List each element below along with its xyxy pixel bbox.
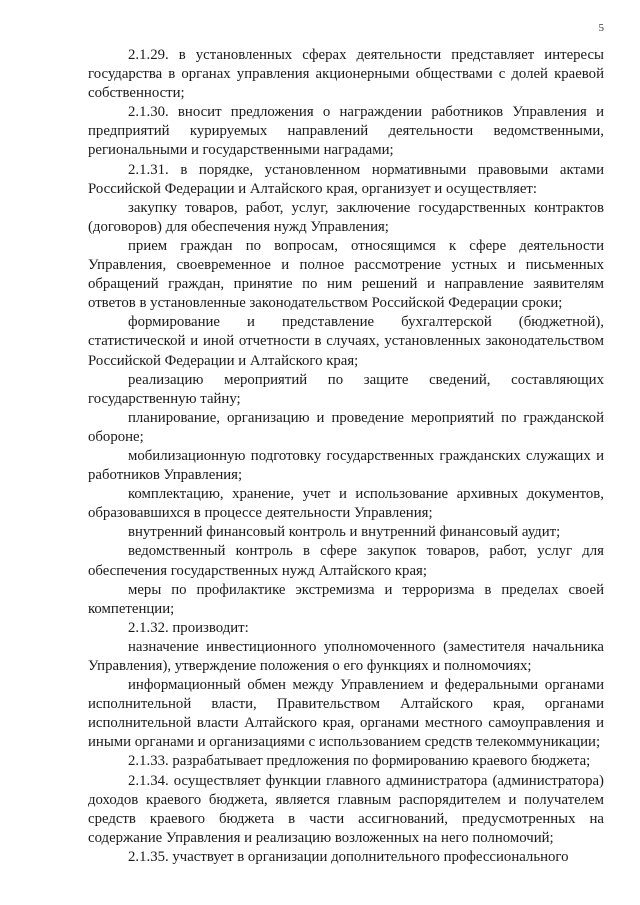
paragraph-2-1-29: 2.1.29. в установленных сферах деятельности представляет интересы государства в органах управления акционерными обществами с долей краевой собственности;: [88, 47, 604, 102]
paragraph-2-1-30: 2.1.30. вносит предложения о награждении работников Управления и предприятий курируемых направлений деятельности ведомственными, региональными и государственными наградами;: [88, 104, 604, 159]
list-item-extremism-prevention: меры по профилактике экстремизма и терроризма в пределах своей компетенции;: [88, 581, 604, 617]
list-item-archives: комплектацию, хранение, учет и использование архивных документов, образовавшихся в процессе деятельности Управления;: [88, 486, 604, 522]
document-body: [88, 46, 604, 867]
list-item-reporting: формирование и представление бухгалтерской (бюджетной), статистической и иной отчетности в случаях, установленных законодательством Российской Федерации и Алтайского края;: [88, 314, 604, 369]
list-item-procurement-control: ведомственный контроль в сфере закупок товаров, работ, услуг для обеспечения государственных нужд Алтайского края;: [88, 543, 604, 579]
paragraph-2-1-31: 2.1.31. в порядке, установленном нормативными правовыми актами Российской Федерации и Алтайского края, организует и осуществляет:: [88, 161, 604, 197]
list-item-citizen-reception: прием граждан по вопросам, относящимся к сфере деятельности Управления, своевременное и полное рассмотрение устных и письменных обращений граждан, принятие по ним решений и направление заявителям ответов в установленные законодательством Российской Федерации сроки;: [88, 237, 604, 312]
list-item-procurement: закупку товаров, работ, услуг, заключение государственных контрактов (договоров) для обеспечения нужд Управления;: [88, 199, 604, 235]
list-item-state-secret-protection: реализацию мероприятий по защите сведений, составляющих государственную тайну;: [88, 371, 604, 407]
page-number: 5: [598, 22, 604, 34]
list-item-information-exchange: информационный обмен между Управлением и федеральными органами исполнительной власти, Правительством Алтайского края, органами исполнительной власти Алтайского края, органами местного самоуправления и иными органами и организациями с использованием средств телекоммуникации;: [88, 677, 604, 751]
paragraph-2-1-32: 2.1.32. производит:: [128, 619, 249, 636]
paragraph-2-1-34: 2.1.34. осуществляет функции главного администратора (администратора) доходов краевого бюджета, является главным распорядителем и получателем средств краевого бюджета в части ассигнований, предусмотренных на содержание Управления и реализацию возложенных на него полномочий;: [88, 772, 604, 846]
list-item-civil-defense: планирование, организацию и проведение мероприятий по гражданской обороне;: [88, 409, 604, 445]
paragraph-2-1-35: 2.1.35. участвует в организации дополнительного профессионального: [128, 848, 569, 865]
list-item-internal-audit: внутренний финансовый контроль и внутренний финансовый аудит;: [128, 524, 561, 541]
list-item-mobilization: мобилизационную подготовку государственных гражданских служащих и работников Управления;: [88, 447, 604, 484]
paragraph-2-1-33: 2.1.33. разрабатывает предложения по формированию краевого бюджета;: [128, 753, 591, 770]
list-item-investment-commissioner: назначение инвестиционного уполномоченного (заместителя начальника Управления), утверждение положения о его функциях и полномочиях;: [88, 638, 604, 674]
